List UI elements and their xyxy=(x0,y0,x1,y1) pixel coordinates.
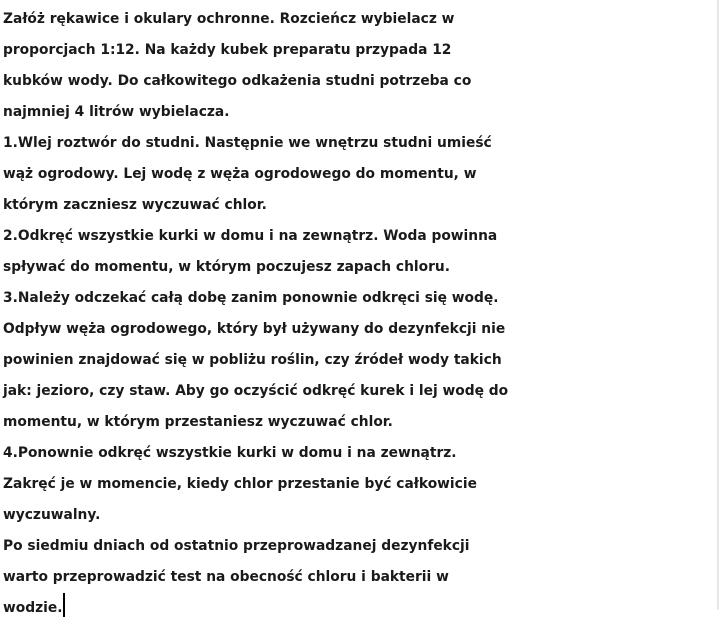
document-text-area[interactable] xyxy=(3,4,719,624)
text-line-5: 1.Wlej roztwór do studni. Następnie we wnętrzu studni umieść xyxy=(3,135,492,151)
text-line-4: najmniej 4 litrów wybielacza. xyxy=(3,104,230,120)
text-line-16: Zakręć je w momencie, kiedy chlor przestanie być całkowicie xyxy=(3,476,477,492)
text-line-2: proporcjach 1:12. Na każdy kubek preparatu przypada 12 xyxy=(3,42,452,58)
text-line-19: warto przeprowadzić test na obecność chloru i bakterii w xyxy=(3,569,449,585)
text-line-20-wrapper xyxy=(3,593,719,624)
text-line-8: 2.Odkręć wszystkie kurki w domu i na zewnątrz. Woda powinna xyxy=(3,228,498,244)
text-line-6: wąż ogrodowy. Lej wodę z węża ogrodowego do momentu, w xyxy=(3,166,477,182)
text-line-18: Po siedmiu dniach od ostatnio przeprowadzanej dezynfekcji xyxy=(3,538,470,554)
text-line-20: wodzie. xyxy=(3,600,63,616)
text-line-13: jak: jezioro, czy staw. Aby go oczyścić odkręć kurek i lej wodę do xyxy=(3,383,509,399)
text-line-10: 3.Należy odczekać całą dobę zanim ponownie odkręci się wodę. xyxy=(3,290,499,306)
text-line-17: wyczuwalny. xyxy=(3,507,101,523)
text-line-3: kubków wody. Do całkowitego odkażenia studni potrzeba co xyxy=(3,73,472,89)
text-line-11: Odpływ węża ogrodowego, który był używany do dezynfekcji nie xyxy=(3,321,506,337)
text-line-1: Załóż rękawice i okulary ochronne. Rozcieńcz wybielacz w xyxy=(3,11,455,27)
text-line-7: którym zaczniesz wyczuwać chlor. xyxy=(3,197,267,213)
text-line-14: momentu, w którym przestaniesz wyczuwać chlor. xyxy=(3,414,393,430)
text-line-9: spływać do momentu, w którym poczujesz zapach chloru. xyxy=(3,259,450,275)
text-cursor xyxy=(63,593,65,617)
text-line-12: powinien znajdować się w pobliżu roślin, czy źródeł wody takich xyxy=(3,352,502,368)
text-line-15: 4.Ponownie odkręć wszystkie kurki w domu i na zewnątrz. xyxy=(3,445,457,461)
